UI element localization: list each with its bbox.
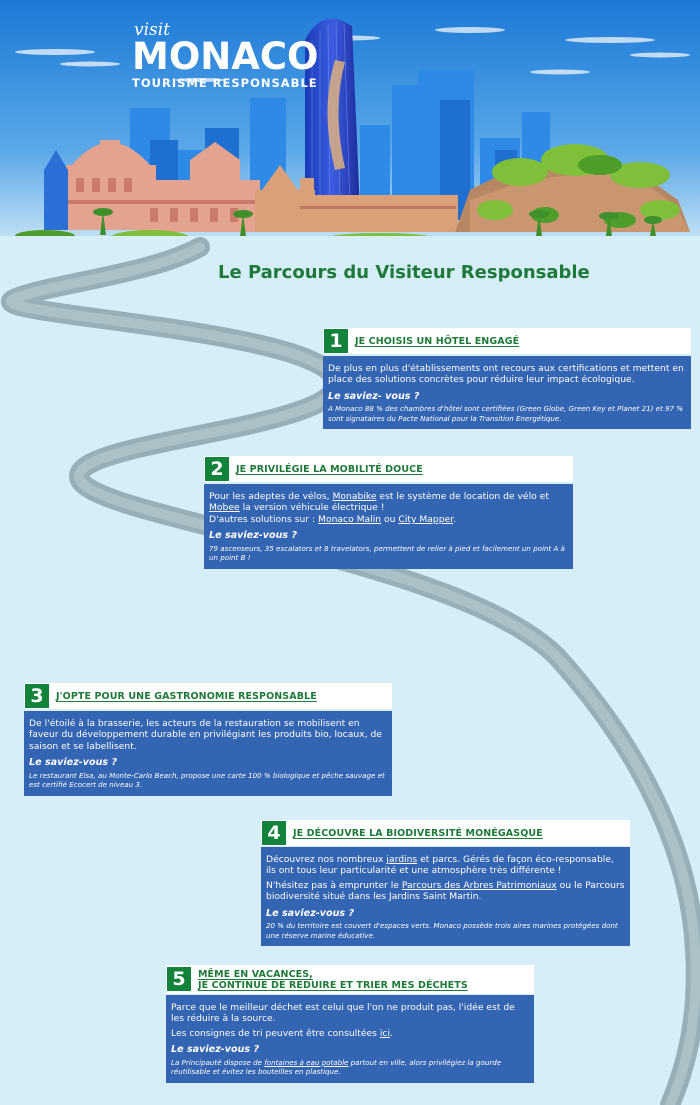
step-4-heading: JE DÉCOUVRE LA BIODIVERSITÉ MONÉGASQUE	[293, 827, 543, 839]
step-2-text: Pour les adeptes de vélos, Monabike est le système de location de vélo et Mobee la version véhicule électrique !	[209, 491, 549, 514]
step-5-heading-line-1: MÊME EN VACANCES,	[198, 968, 313, 980]
did-you-know-text: A Monaco 88 % des chambres d'hôtel sont certifiées (Green Globe, Green Key et Planet 21) et 97 % sont signataires du Pacte National pour la Transition Energétique.	[328, 404, 684, 423]
step-5-heading-line-2: JE CONTINUE DE RÉDUIRE ET TRIER MES DÉCHETS	[198, 979, 468, 991]
step-4-body	[261, 847, 630, 946]
jardins-link[interactable]: jardins	[386, 854, 418, 865]
step-1-text: De plus en plus d'établissements ont recours aux certifications et mettent en place des solutions concrètes pour réduire leur impact écologique.	[328, 363, 684, 386]
step-2-body	[204, 484, 573, 569]
logo-monaco: MONACO	[132, 35, 319, 78]
step-3-heading: J'OPTE POUR UNE GASTRONOMIE RESPONSABLE	[56, 690, 317, 702]
did-you-know-title: Le saviez-vous ?	[209, 530, 298, 542]
logo-tagline: TOURISME RESPONSABLE	[132, 76, 318, 90]
step-3-card	[24, 683, 392, 709]
step-2-card	[204, 456, 573, 482]
step-4-card	[261, 820, 630, 846]
mobee-link[interactable]: Mobee	[209, 502, 240, 514]
visit-monaco-logo	[132, 22, 318, 90]
step-number-badge: 4	[262, 821, 286, 845]
step-number-badge: 5	[167, 967, 191, 991]
step-4-text: Découvrez nos nombreux jardins et parcs. Gérés de façon éco-responsable, ils ont tous leur particularité et une atmosphère très différente !	[266, 854, 614, 877]
did-you-know-title: Le saviez-vous ?	[266, 907, 355, 919]
step-5-heading	[198, 969, 468, 991]
step-4-text-2: N'hésitez pas à emprunter le Parcours des Arbres Patrimoniaux ou le Parcours biodiversité situé dans les Jardins Saint Martin.	[266, 879, 625, 903]
did-you-know-title: Le saviez-vous ?	[171, 1044, 260, 1056]
fontaines-link[interactable]: fontaines à eau potable	[264, 1057, 349, 1067]
step-3-text: De l'étoilé à la brasserie, les acteurs de la restauration se mobilisent en faveur du développement durable en privilégiant les produits bio, locaux, de saison et se labellisent.	[29, 718, 382, 752]
step-1-heading: JE CHOISIS UN HÔTEL ENGAGÉ	[355, 335, 520, 347]
monabike-link[interactable]: Monabike	[332, 491, 377, 502]
step-5-text: Parce que le meilleur déchet est celui que l'on ne produit pas, l'idée est de les réduire à la source.	[171, 1002, 515, 1025]
step-2-header	[204, 456, 573, 482]
parcours-arbres-link[interactable]: Parcours des Arbres Patrimoniaux	[401, 879, 557, 891]
step-4-header	[261, 820, 630, 846]
step-5-card	[166, 965, 534, 994]
step-3-body	[24, 711, 392, 796]
step-3-header	[24, 683, 392, 709]
step-number-badge: 2	[205, 457, 229, 481]
did-you-know-text: 20 % du territoire est couvert d'espaces verts. Monaco possède trois aires marines protégées dont une réserve marine éducative.	[266, 921, 618, 940]
did-you-know-title: Le saviez- vous ?	[328, 390, 420, 402]
step-1-body	[323, 356, 691, 429]
step-5-body	[166, 995, 534, 1083]
monaco-malin-link[interactable]: Monaco Malin	[318, 513, 382, 525]
city-mapper-link[interactable]: City Mapper	[398, 513, 454, 525]
step-2-text-2: D'autres solutions sur : Monaco Malin ou City Mapper.	[209, 513, 457, 525]
step-5-header	[166, 965, 534, 994]
step-number-badge: 1	[324, 329, 348, 353]
did-you-know-text: La Principauté dispose de fontaines à eau potable partout en ville, alors privilégiez la gourde réutilisable et évitez les bouteilles en plastique.	[171, 1057, 502, 1077]
did-you-know-title: Le saviez-vous ?	[29, 757, 118, 769]
logo-visit: visit	[134, 20, 171, 40]
did-you-know-text: 79 ascenseurs, 35 escalators et 8 travelators, permettent de relier à pied et facilement un point A à un point B !	[209, 543, 565, 563]
did-you-know-text: Le restaurant Elsa, au Monte-Carlo Beach, propose une carte 100 % biologique et pêche sauvage et est certifié Ecocert de niveau 3.	[29, 770, 385, 790]
step-1-header	[323, 328, 691, 354]
step-number-badge: 3	[25, 684, 49, 708]
step-5-text-2: Les consignes de tri peuvent être consultées ici.	[171, 1027, 393, 1039]
page-title: Le Parcours du Visiteur Responsable	[218, 262, 590, 283]
ici-link[interactable]: ici	[379, 1027, 391, 1039]
step-1-card	[323, 328, 691, 354]
step-2-heading: JE PRIVILÉGIE LA MOBILITÉ DOUCE	[236, 463, 423, 475]
